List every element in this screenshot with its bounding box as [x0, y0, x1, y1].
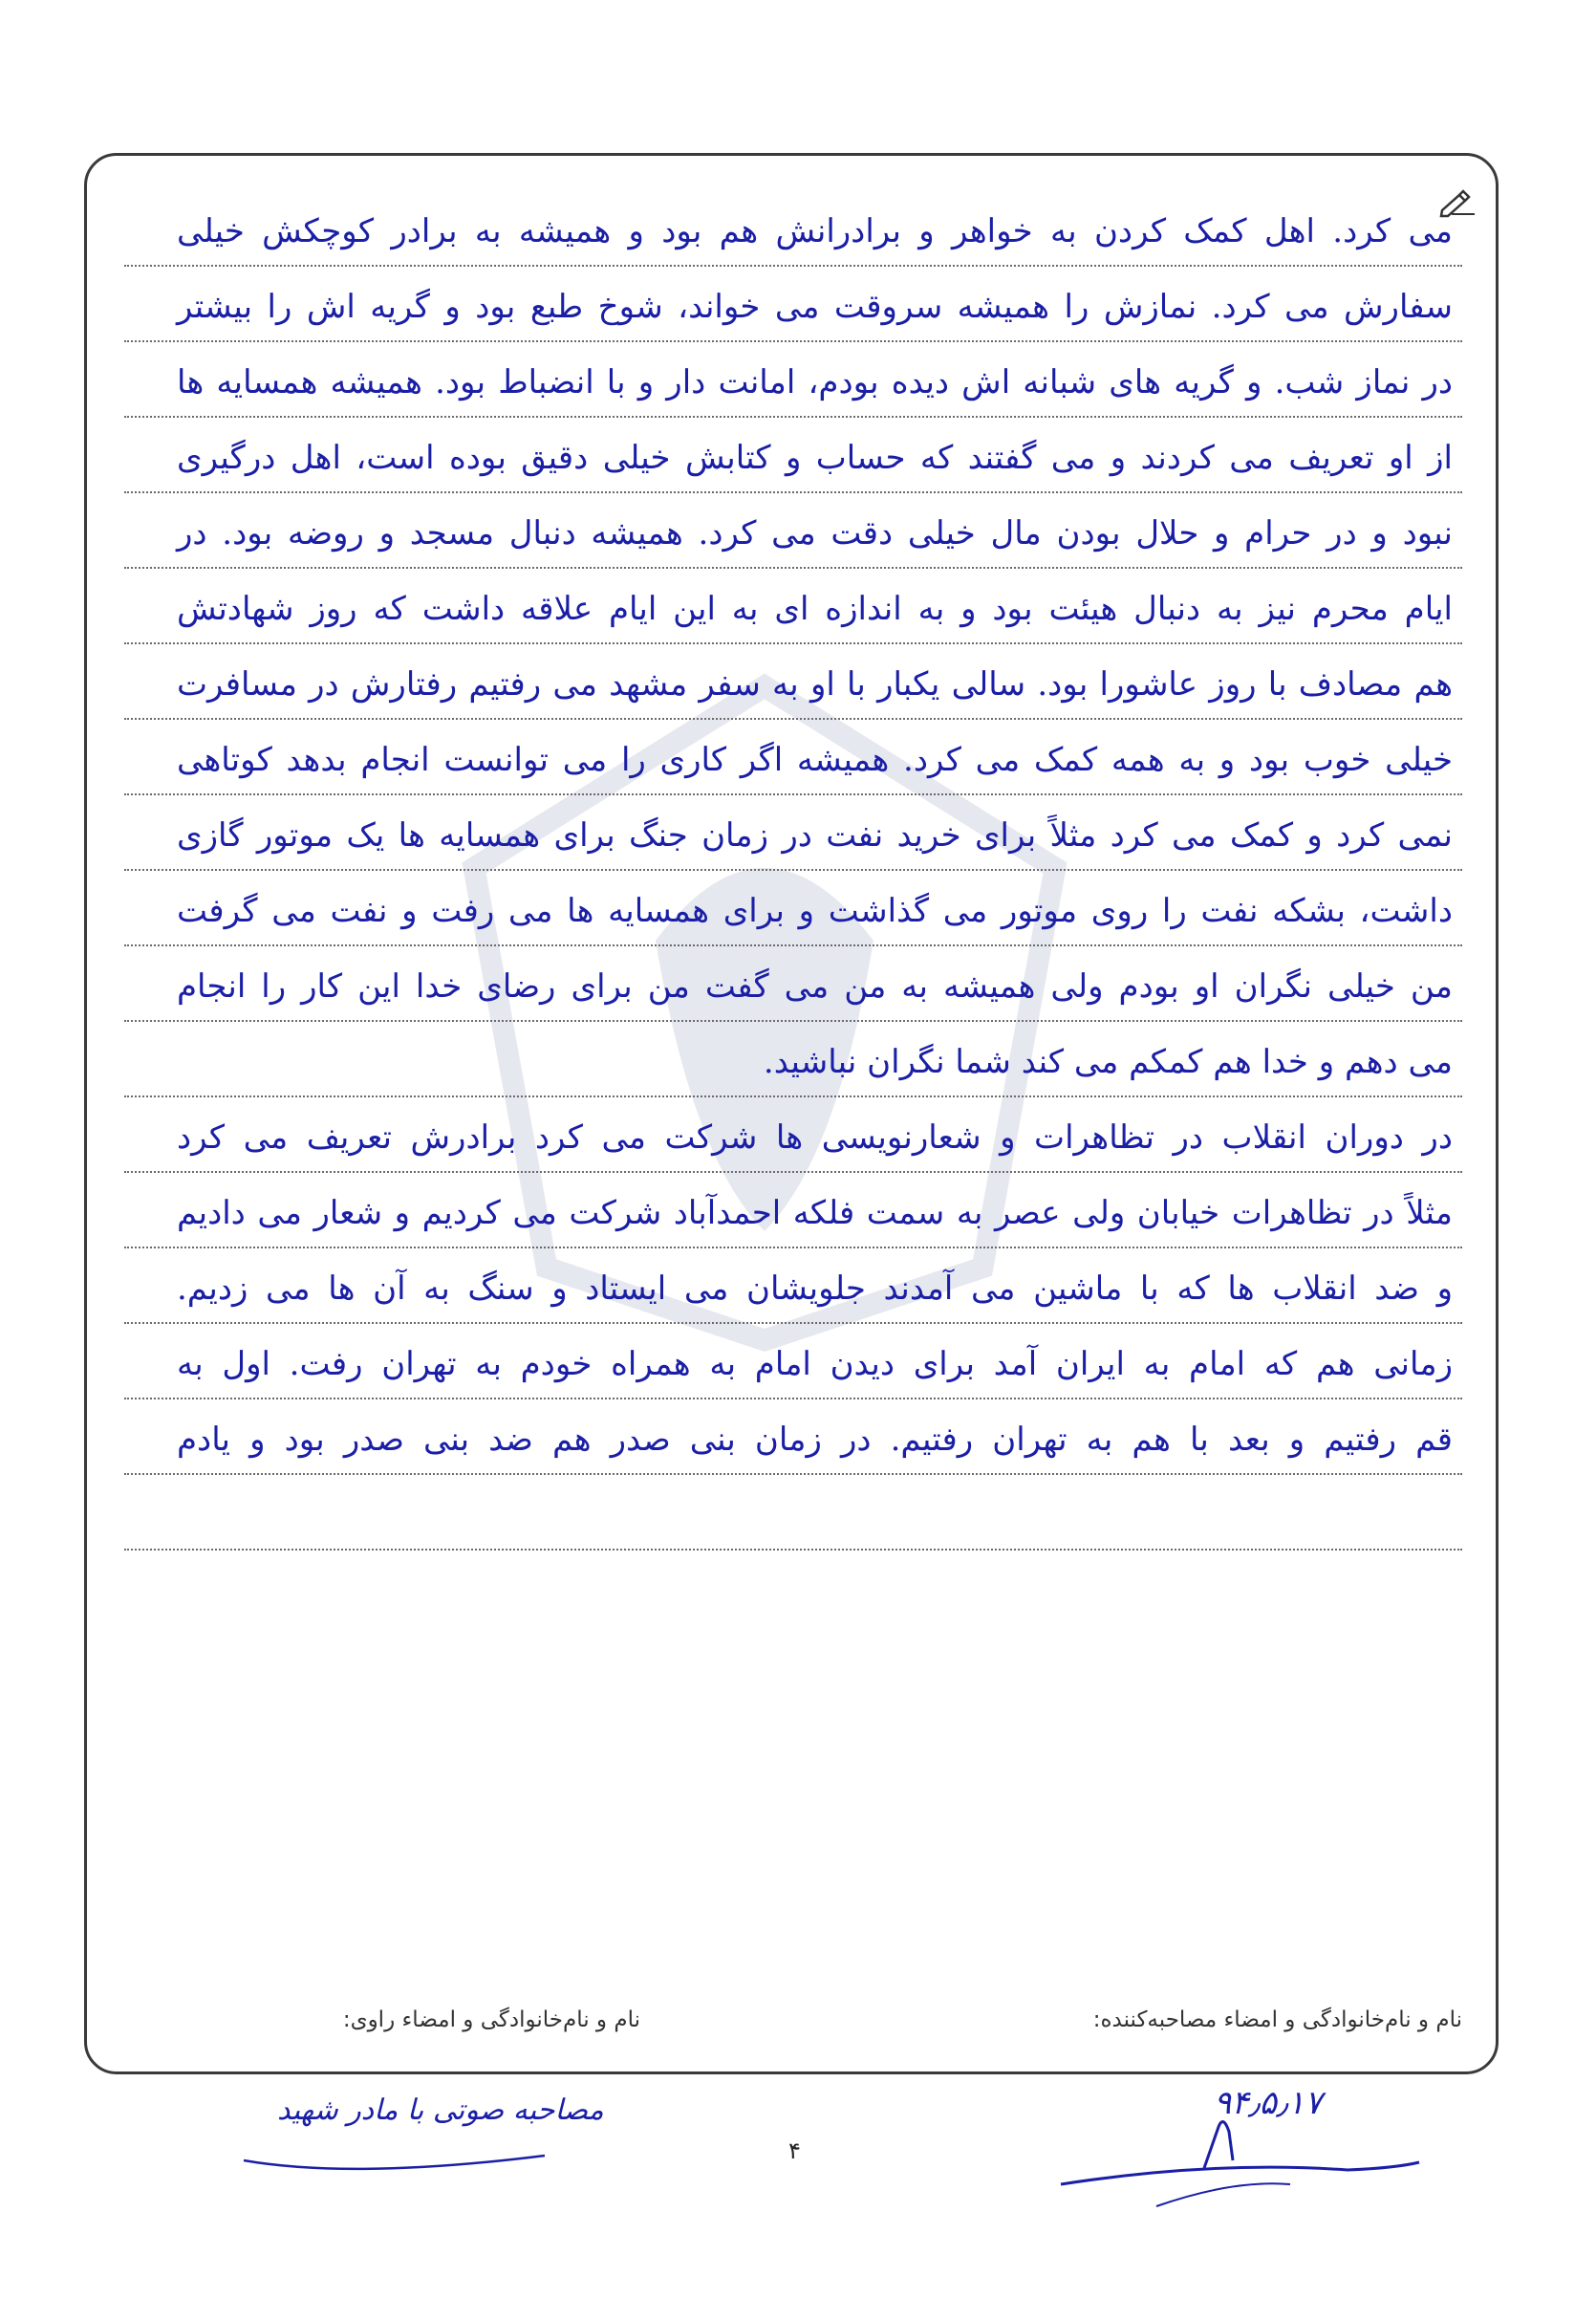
- text-line: داشت، بشکه نفت را روی موتور می گذاشت و برای همسایه ها می رفت و نفت می گرفت: [124, 871, 1462, 946]
- text-line: قم رفتیم و بعد با هم به تهران رفتیم. در زمان بنی صدر هم ضد بنی صدر بود و یادم: [124, 1399, 1462, 1475]
- text-line: نبود و در حرام و حلال بودن مال خیلی دقت می کرد. همیشه دنبال مسجد و روضه بود. در: [124, 493, 1462, 569]
- text-line: نمی کرد و کمک می کرد مثلاً برای خرید نفت در زمان جنگ برای همسایه ها یک موتور گازی: [124, 795, 1462, 871]
- note-underline-icon: [239, 2141, 554, 2180]
- page-number: ۴: [788, 2137, 801, 2164]
- text-line: در نماز شب. و گریه های شبانه اش دیده بودم، امانت دار و با انضباط بود. همیشه همسایه ها: [124, 342, 1462, 418]
- text-line: خیلی خوب بود و به همه کمک می کرد. همیشه اگر کاری را می توانست انجام بدهد کوتاهی: [124, 720, 1462, 795]
- text-line: ایام محرم نیز به دنبال هیئت بود و به اندازه ای به این ایام علاقه داشت که روز شهادتش: [124, 569, 1462, 644]
- text-line: می دهم و خدا هم کمکم می کند شما نگران نباشید.: [124, 1022, 1462, 1097]
- text-line: من خیلی نگران او بودم ولی همیشه به من می گفت من برای رضای خدا این کار را انجام: [124, 946, 1462, 1022]
- empty-line: [124, 1475, 1462, 1551]
- signature-labels: [124, 2007, 1462, 2046]
- text-line: می کرد. اهل کمک کردن به خواهر و برادرانش هم بود و همیشه به برادر کوچکش خیلی: [124, 191, 1462, 267]
- text-line: از او تعریف می کردند و می گفتند که حساب و کتابش خیلی دقیق بوده است، اهل درگیری: [124, 418, 1462, 493]
- text-line: در دوران انقلاب در تظاهرات و شعارنویسی ها شرکت می کرد برادرش تعریف می کرد: [124, 1097, 1462, 1173]
- text-line: و ضد انقلاب ها که با ماشین می آمدند جلویشان می ایستاد و سنگ به آن ها می زدیم.: [124, 1248, 1462, 1324]
- interviewer-signature-label: نام و نام‌خانوادگی و امضاء مصاحبه‌کننده:: [1092, 2007, 1462, 2032]
- handwritten-lines: [124, 191, 1462, 1551]
- text-line: مثلاً در تظاهرات خیابان ولی عصر به سمت فلکه احمدآباد شرکت می کردیم و شعار می دادیم: [124, 1173, 1462, 1248]
- text-line: زمانی هم که امام به ایران آمد برای دیدن امام به همراه خودم به تهران رفت. اول به: [124, 1324, 1462, 1399]
- narrator-signature-label: نام و نام‌خانوادگی و امضاء راوی:: [342, 2007, 640, 2032]
- signature-date: ۹۴٫۵٫۱۷: [1214, 2084, 1323, 2122]
- text-line: هم مصادف با روز عاشورا بود. سالی یکبار با او به سفر مشهد می رفتیم رفتارش در مسافرت: [124, 644, 1462, 720]
- interview-note: مصاحبه صوتی با مادر شهید: [277, 2093, 604, 2127]
- text-line: سفارش می کرد. نمازش را همیشه سروقت می خواند، شوخ طبع بود و گریه اش را بیشتر: [124, 267, 1462, 342]
